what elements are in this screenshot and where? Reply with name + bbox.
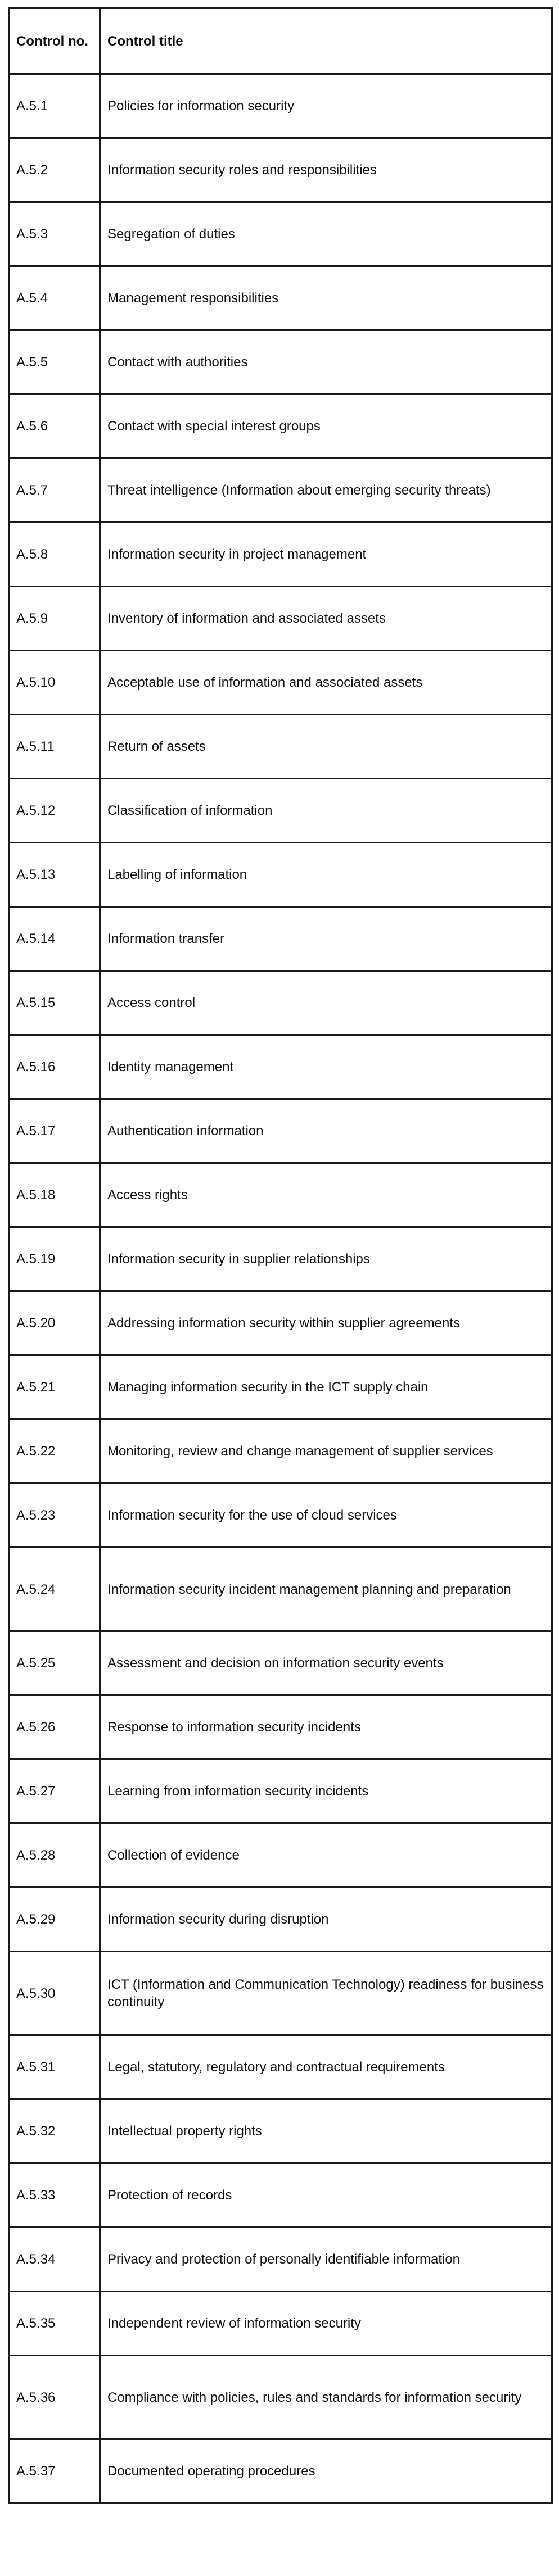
control-no-cell: A.5.13 bbox=[9, 843, 100, 907]
control-title-cell: Addressing information security within supplier agreements bbox=[100, 1291, 552, 1355]
control-title-cell: Classification of information bbox=[100, 779, 552, 843]
table-header bbox=[9, 8, 552, 74]
control-no-cell: A.5.18 bbox=[9, 1163, 100, 1227]
control-title-cell: Information security incident management planning and preparation bbox=[100, 1548, 552, 1631]
control-title-cell: Identity management bbox=[100, 1035, 552, 1099]
control-no-cell: A.5.23 bbox=[9, 1484, 100, 1548]
controls-table bbox=[8, 7, 553, 2504]
table-row bbox=[9, 587, 552, 651]
table-row bbox=[9, 74, 552, 138]
control-no-cell: A.5.34 bbox=[9, 2228, 100, 2292]
control-title-cell: Collection of evidence bbox=[100, 1824, 552, 1888]
table-row bbox=[9, 1631, 552, 1695]
control-no-cell: A.5.27 bbox=[9, 1759, 100, 1824]
control-no-cell: A.5.4 bbox=[9, 266, 100, 330]
control-title-cell: Labelling of information bbox=[100, 843, 552, 907]
control-no-cell: A.5.1 bbox=[9, 74, 100, 138]
table-row bbox=[9, 1419, 552, 1484]
control-title-cell: Information security during disruption bbox=[100, 1888, 552, 1952]
control-no-cell: A.5.11 bbox=[9, 715, 100, 779]
control-title-cell: Inventory of information and associated assets bbox=[100, 587, 552, 651]
table-row bbox=[9, 2356, 552, 2439]
table-row bbox=[9, 2228, 552, 2292]
control-title-cell: Monitoring, review and change management of supplier services bbox=[100, 1419, 552, 1484]
table-row bbox=[9, 779, 552, 843]
control-no-cell: A.5.21 bbox=[9, 1355, 100, 1419]
control-no-cell: A.5.7 bbox=[9, 459, 100, 523]
table-row bbox=[9, 459, 552, 523]
control-title-cell: Contact with special interest groups bbox=[100, 394, 552, 459]
control-no-cell: A.5.9 bbox=[9, 587, 100, 651]
control-title-cell: Access rights bbox=[100, 1163, 552, 1227]
control-no-cell: A.5.15 bbox=[9, 971, 100, 1035]
table-row bbox=[9, 1291, 552, 1355]
control-no-cell: A.5.20 bbox=[9, 1291, 100, 1355]
table-row bbox=[9, 1484, 552, 1548]
table-row bbox=[9, 523, 552, 587]
control-no-cell: A.5.3 bbox=[9, 202, 100, 266]
control-no-cell: A.5.17 bbox=[9, 1099, 100, 1163]
control-title-cell: Management responsibilities bbox=[100, 266, 552, 330]
control-title-cell: Access control bbox=[100, 971, 552, 1035]
table-row bbox=[9, 266, 552, 330]
table-row bbox=[9, 1952, 552, 2035]
control-title-cell: Information transfer bbox=[100, 907, 552, 971]
table-row bbox=[9, 1227, 552, 1291]
control-no-cell: A.5.35 bbox=[9, 2292, 100, 2356]
control-title-cell: Information security in supplier relationships bbox=[100, 1227, 552, 1291]
header-control-no: Control no. bbox=[9, 8, 100, 74]
control-title-cell: Acceptable use of information and associated assets bbox=[100, 651, 552, 715]
control-title-cell: Return of assets bbox=[100, 715, 552, 779]
control-title-cell: Independent review of information security bbox=[100, 2292, 552, 2356]
control-no-cell: A.5.31 bbox=[9, 2035, 100, 2099]
control-no-cell: A.5.26 bbox=[9, 1695, 100, 1759]
table-row bbox=[9, 2035, 552, 2099]
table-row bbox=[9, 202, 552, 266]
table-body bbox=[9, 74, 552, 2504]
control-title-cell: Information security for the use of cloud services bbox=[100, 1484, 552, 1548]
control-no-cell: A.5.37 bbox=[9, 2439, 100, 2504]
table-row bbox=[9, 1355, 552, 1419]
control-title-cell: Assessment and decision on information security events bbox=[100, 1631, 552, 1695]
control-no-cell: A.5.32 bbox=[9, 2099, 100, 2164]
control-no-cell: A.5.12 bbox=[9, 779, 100, 843]
control-title-cell: Legal, statutory, regulatory and contractual requirements bbox=[100, 2035, 552, 2099]
control-no-cell: A.5.19 bbox=[9, 1227, 100, 1291]
table-row bbox=[9, 1099, 552, 1163]
control-no-cell: A.5.28 bbox=[9, 1824, 100, 1888]
control-no-cell: A.5.16 bbox=[9, 1035, 100, 1099]
control-title-cell: Compliance with policies, rules and standards for information security bbox=[100, 2356, 552, 2439]
control-title-cell: Authentication information bbox=[100, 1099, 552, 1163]
table-row bbox=[9, 907, 552, 971]
control-title-cell: Policies for information security bbox=[100, 74, 552, 138]
control-title-cell: Learning from information security incidents bbox=[100, 1759, 552, 1824]
table-row bbox=[9, 394, 552, 459]
table-row bbox=[9, 1824, 552, 1888]
control-title-cell: Documented operating procedures bbox=[100, 2439, 552, 2504]
control-title-cell: Response to information security incidents bbox=[100, 1695, 552, 1759]
table-row bbox=[9, 1759, 552, 1824]
table-row bbox=[9, 138, 552, 202]
control-title-cell: Intellectual property rights bbox=[100, 2099, 552, 2164]
table-row bbox=[9, 971, 552, 1035]
control-title-cell: Threat intelligence (Information about emerging security threats) bbox=[100, 459, 552, 523]
control-no-cell: A.5.22 bbox=[9, 1419, 100, 1484]
control-title-cell: Privacy and protection of personally identifiable information bbox=[100, 2228, 552, 2292]
control-no-cell: A.5.2 bbox=[9, 138, 100, 202]
control-title-cell: Information security roles and responsibilities bbox=[100, 138, 552, 202]
header-control-title: Control title bbox=[100, 8, 552, 74]
table-row bbox=[9, 2099, 552, 2164]
control-title-cell: ICT (Information and Communication Technology) readiness for business continuity bbox=[100, 1952, 552, 2035]
table-row bbox=[9, 2164, 552, 2228]
control-no-cell: A.5.33 bbox=[9, 2164, 100, 2228]
header-row bbox=[9, 8, 552, 74]
table-row bbox=[9, 843, 552, 907]
control-no-cell: A.5.5 bbox=[9, 330, 100, 394]
control-title-cell: Segregation of duties bbox=[100, 202, 552, 266]
control-no-cell: A.5.29 bbox=[9, 1888, 100, 1952]
control-no-cell: A.5.30 bbox=[9, 1952, 100, 2035]
control-no-cell: A.5.24 bbox=[9, 1548, 100, 1631]
table-row bbox=[9, 2439, 552, 2504]
control-no-cell: A.5.6 bbox=[9, 394, 100, 459]
control-title-cell: Protection of records bbox=[100, 2164, 552, 2228]
table-row bbox=[9, 330, 552, 394]
table-row bbox=[9, 1548, 552, 1631]
table-row bbox=[9, 1888, 552, 1952]
control-no-cell: A.5.8 bbox=[9, 523, 100, 587]
control-no-cell: A.5.10 bbox=[9, 651, 100, 715]
table-row bbox=[9, 1035, 552, 1099]
control-no-cell: A.5.14 bbox=[9, 907, 100, 971]
control-title-cell: Information security in project management bbox=[100, 523, 552, 587]
table-row bbox=[9, 651, 552, 715]
control-title-cell: Contact with authorities bbox=[100, 330, 552, 394]
table-row bbox=[9, 2292, 552, 2356]
control-title-cell: Managing information security in the ICT supply chain bbox=[100, 1355, 552, 1419]
table-row bbox=[9, 1695, 552, 1759]
control-no-cell: A.5.36 bbox=[9, 2356, 100, 2439]
table-row bbox=[9, 1163, 552, 1227]
table-row bbox=[9, 715, 552, 779]
control-no-cell: A.5.25 bbox=[9, 1631, 100, 1695]
